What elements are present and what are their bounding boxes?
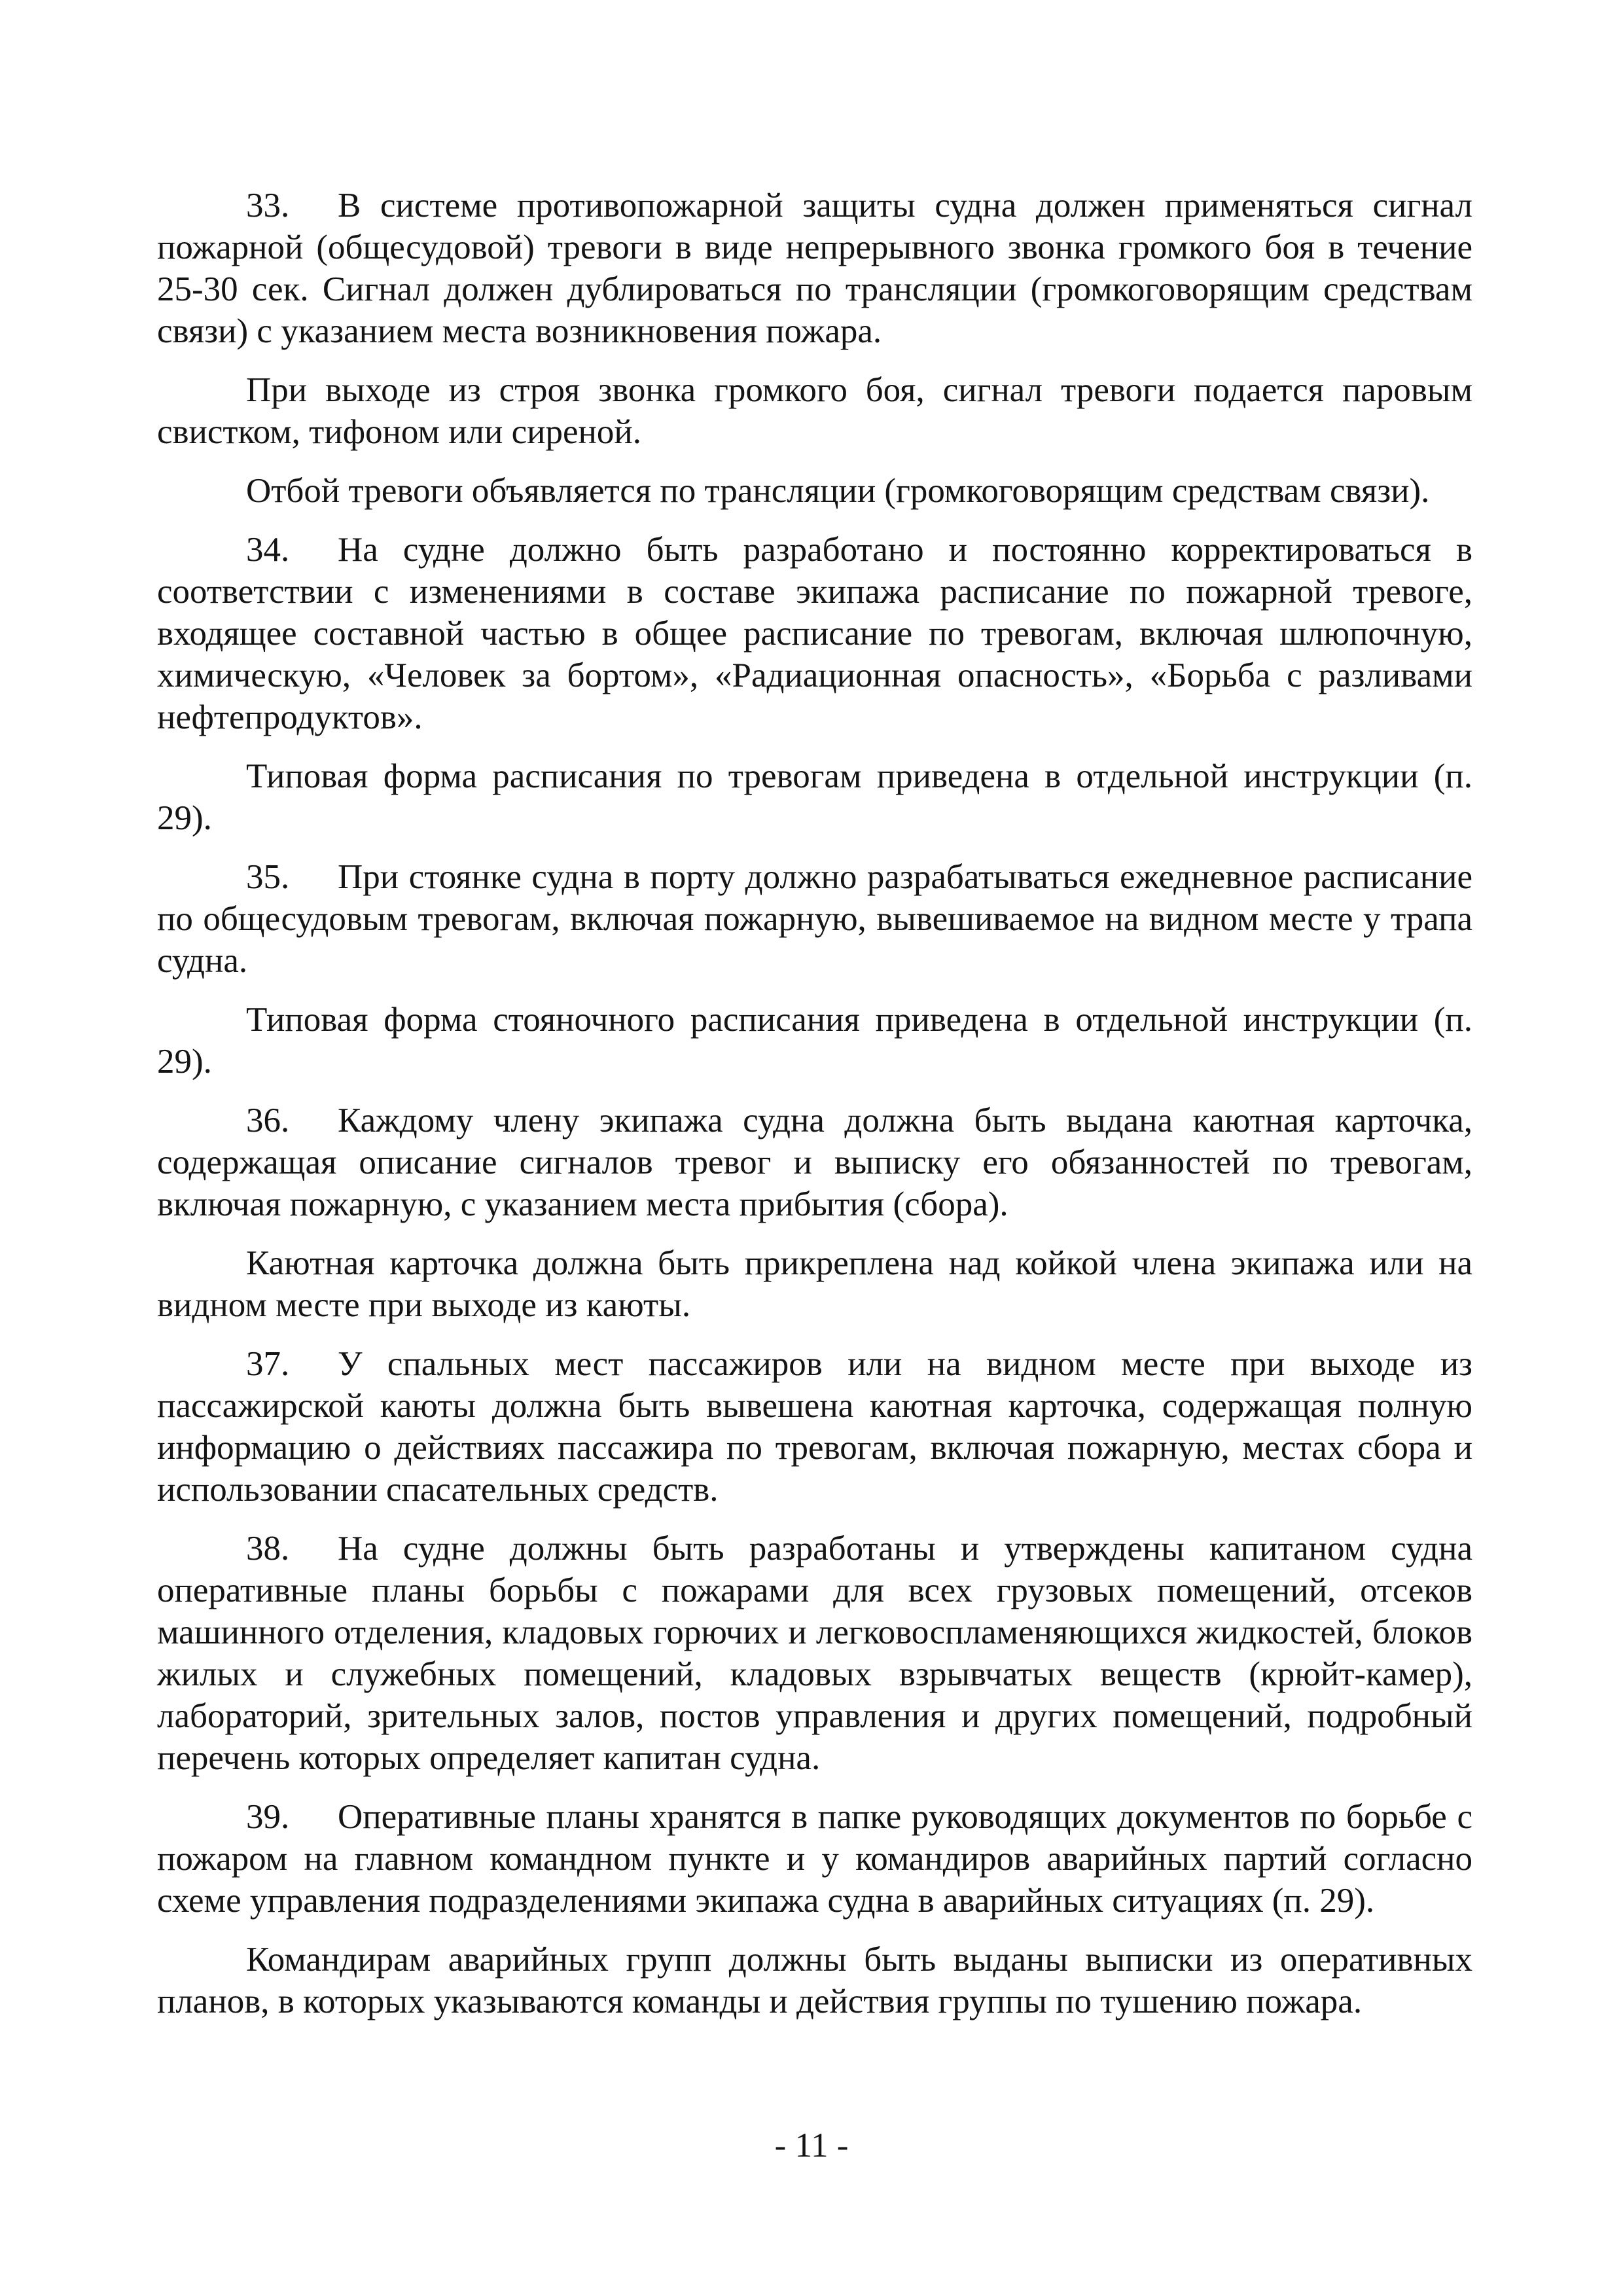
- paragraph-text: На судне должно быть разработано и постоянно корректироваться в соответствии с изменениями в составе экипажа расписание по пожарной тревоге, входящее составной частью в общее расписание по тревогам, включая шлюпочную, химическую, «Человек за бортом», «Радиационная опасность», «Борьба с разливами нефтепродуктов».: [157, 531, 1472, 736]
- item-number: 37.: [246, 1345, 290, 1383]
- paragraph-text: Командирам аварийных групп должны быть выданы выписки из оперативных планов, в которых указываются команды и действия группы по тушению пожара.: [157, 1941, 1472, 2020]
- paragraph-33-3: [157, 470, 1472, 512]
- paragraph-text: Отбой тревоги объявляется по трансляции (громкоговорящим средствам связи).: [246, 472, 1430, 510]
- paragraph-33-2: [157, 369, 1472, 453]
- paragraph-text: В системе противопожарной защиты судна должен применяться сигнал пожарной (общесудовой) тревоги в виде непрерывного звонка громкого боя в течение 25-30 сек. Сигнал должен дублироваться по трансляции (громкоговорящим средствам связи) с указанием места возникновения пожара.: [157, 187, 1472, 350]
- paragraph-38: [157, 1528, 1472, 1779]
- paragraph-text: При стоянке судна в порту должно разрабатываться ежедневное расписание по общесудовым тревогам, включая пожарную, вывешиваемое на видном месте у трапа судна.: [157, 858, 1472, 980]
- document-body: [157, 185, 1472, 2039]
- paragraph-35: [157, 856, 1472, 982]
- paragraph-33: [157, 185, 1472, 352]
- paragraph-34: [157, 529, 1472, 738]
- paragraph-text: Оперативные планы хранятся в папке руководящих документов по борьбе с пожаром на главном командном пункте и у командиров аварийных партий согласно схеме управления подразделениями экипажа судна в аварийных ситуациях (п. 29).: [157, 1798, 1472, 1920]
- item-number: 38.: [246, 1530, 290, 1568]
- paragraph-text: Типовая форма расписания по тревогам приведена в отдельной инструкции (п. 29).: [157, 757, 1472, 837]
- item-number: 39.: [246, 1798, 290, 1836]
- item-number: 36.: [246, 1102, 290, 1139]
- paragraph-39-2: [157, 1939, 1472, 2022]
- paragraph-text: У спальных мест пассажиров или на видном месте при выходе из пассажирской каюты должна быть вывешена каютная карточка, содержащая полную информацию о действиях пассажира по тревогам, включая пожарную, местах сбора и использовании спасательных средств.: [157, 1345, 1472, 1509]
- paragraph-text: Каютная карточка должна быть прикреплена над койкой члена экипажа или на видном месте при выходе из каюты.: [157, 1244, 1472, 1324]
- paragraph-text: При выходе из строя звонка громкого боя, сигнал тревоги подается паровым свистком, тифоном или сиреной.: [157, 371, 1472, 451]
- paragraph-34-2: [157, 755, 1472, 839]
- paragraph-36: [157, 1100, 1472, 1225]
- page-number: - 11 -: [774, 2126, 849, 2164]
- paragraph-text: Типовая форма стояночного расписания приведена в отдельной инструкции (п. 29).: [157, 1001, 1472, 1081]
- paragraph-text: На судне должны быть разработаны и утверждены капитаном судна оперативные планы борьбы с пожарами для всех грузовых помещений, отсеков машинного отделения, кладовых горючих и легковоспламеняющихся жидкостей, блоков жилых и служебных помещений, кладовых взрывчатых веществ (крюйт-камер), лабораторий, зрительных залов, постов управления и других помещений, подробный перечень которых определяет капитан судна.: [157, 1530, 1472, 1777]
- paragraph-35-2: [157, 999, 1472, 1083]
- paragraph-37: [157, 1343, 1472, 1511]
- item-number: 34.: [246, 531, 290, 569]
- item-number: 33.: [246, 187, 290, 224]
- paragraph-39: [157, 1796, 1472, 1922]
- item-number: 35.: [246, 858, 290, 896]
- paragraph-text: Каждому члену экипажа судна должна быть выдана каютная карточка, содержащая описание сигналов тревог и выписку его обязанностей по тревогам, включая пожарную, с указанием места прибытия (сбора).: [157, 1102, 1472, 1223]
- paragraph-36-2: [157, 1242, 1472, 1326]
